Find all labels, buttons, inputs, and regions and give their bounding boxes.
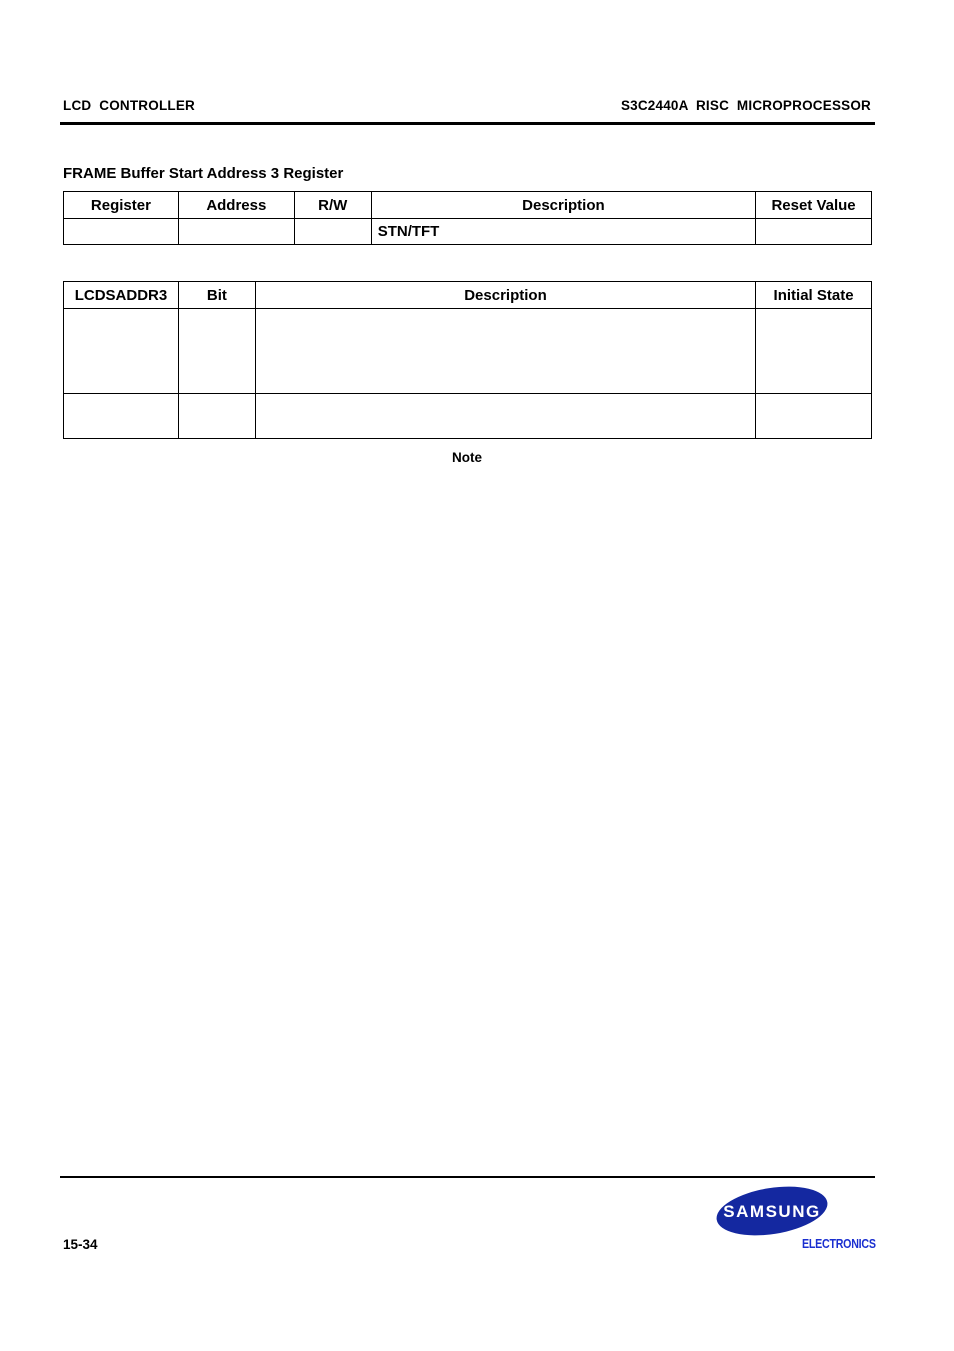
bit-table-header-row [64,282,872,309]
cell-rw [294,219,371,245]
col-reset-value: Reset Value [756,192,872,219]
header-right: S3C2440A RISC MICROPROCESSOR [620,98,871,113]
cell-reset [756,219,872,245]
page-number: 15-34 [63,1237,98,1252]
col-bit-description: Description [255,282,755,309]
table-row [64,219,872,245]
col-description: Description [371,192,755,219]
table-row [64,394,872,439]
note-label: Note [452,450,482,465]
logo-text: SAMSUNG [723,1202,821,1221]
col-initial-state: Initial State [756,282,872,309]
footer-rule [60,1176,875,1178]
col-rw: R/W [294,192,371,219]
section-title: FRAME Buffer Start Address 3 Register [63,165,344,182]
bit-table [63,281,872,439]
register-table-header-row [64,192,872,219]
col-register: Register [64,192,179,219]
header-rule [60,122,875,125]
col-bit: Bit [178,282,255,309]
electronics-label: ELECTRONICS [802,1236,876,1251]
col-address: Address [178,192,294,219]
cell-register [64,219,179,245]
header-left: LCD CONTROLLER [63,98,195,113]
table-row [64,309,872,394]
register-table [63,191,872,245]
cell-description: STN/TFT [371,219,755,245]
col-lcdsaddr3: LCDSADDR3 [64,282,179,309]
samsung-logo [714,1184,830,1238]
cell-address [178,219,294,245]
